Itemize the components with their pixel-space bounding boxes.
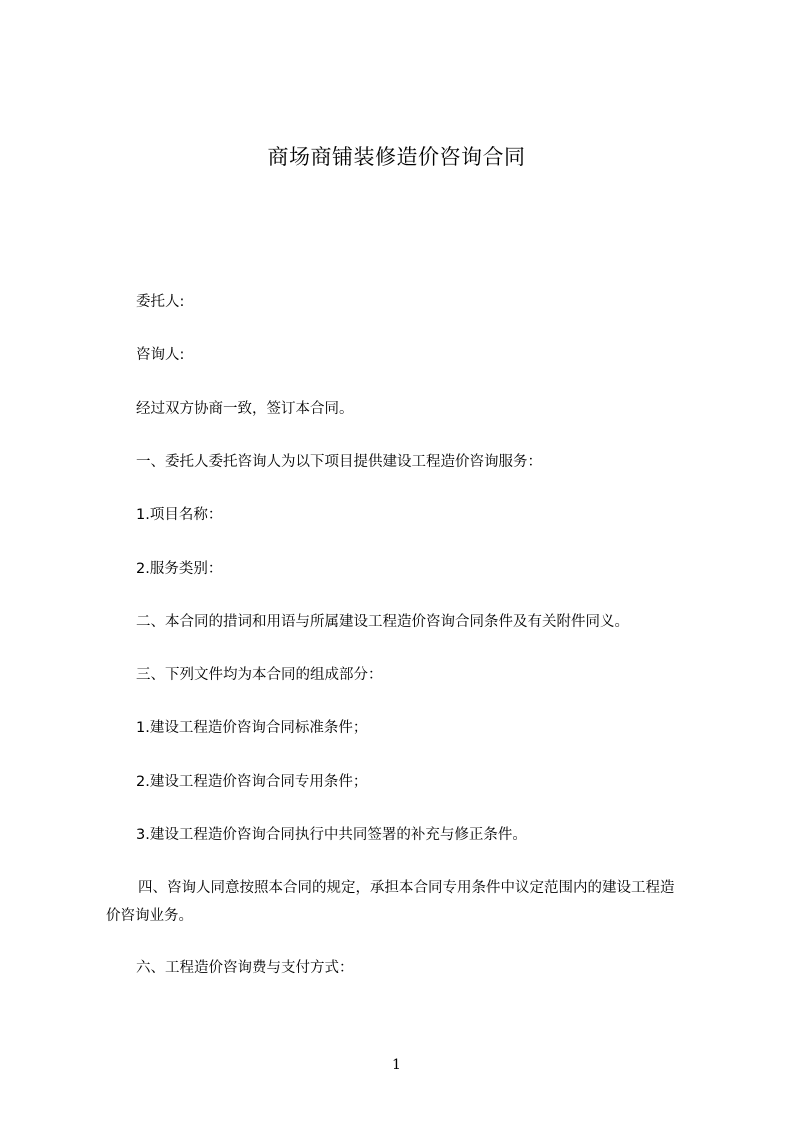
document-list-item-2: 2.建设工程造价咨询合同专用条件； (136, 774, 368, 790)
project-name-item: 1.项目名称： (136, 507, 223, 523)
section-three-heading: 三、下列文件均为本合同的组成部分： (136, 667, 383, 683)
document-title: 商场商铺装修造价咨询合同 (267, 145, 526, 169)
section-six-heading: 六、工程造价咨询费与支付方式： (136, 960, 354, 976)
section-four-paragraph: 四、咨询人同意按照本合同的规定，承担本合同专用条件中议定范围内的建设工程造价咨询业务。 (106, 880, 675, 924)
page-number: 1 (392, 1057, 401, 1073)
document-list-item-3: 3.建设工程造价咨询合同执行中共同签署的补充与修正条件。 (136, 827, 527, 843)
service-type-item: 2.服务类别： (136, 561, 223, 577)
section-two-paragraph: 二、本合同的措词和用语与所属建设工程造价咨询合同条件及有关附件同义。 (136, 614, 629, 630)
consultant-label: 咨询人: (136, 347, 185, 363)
document-list-item-1: 1.建设工程造价咨询合同标准条件； (136, 720, 368, 736)
agreement-statement: 经过双方协商一致，签订本合同。 (136, 401, 354, 417)
section-one-heading: 一、委托人委托咨询人为以下项目提供建设工程造价咨询服务： (136, 454, 542, 470)
client-label: 委托人: (136, 294, 185, 310)
